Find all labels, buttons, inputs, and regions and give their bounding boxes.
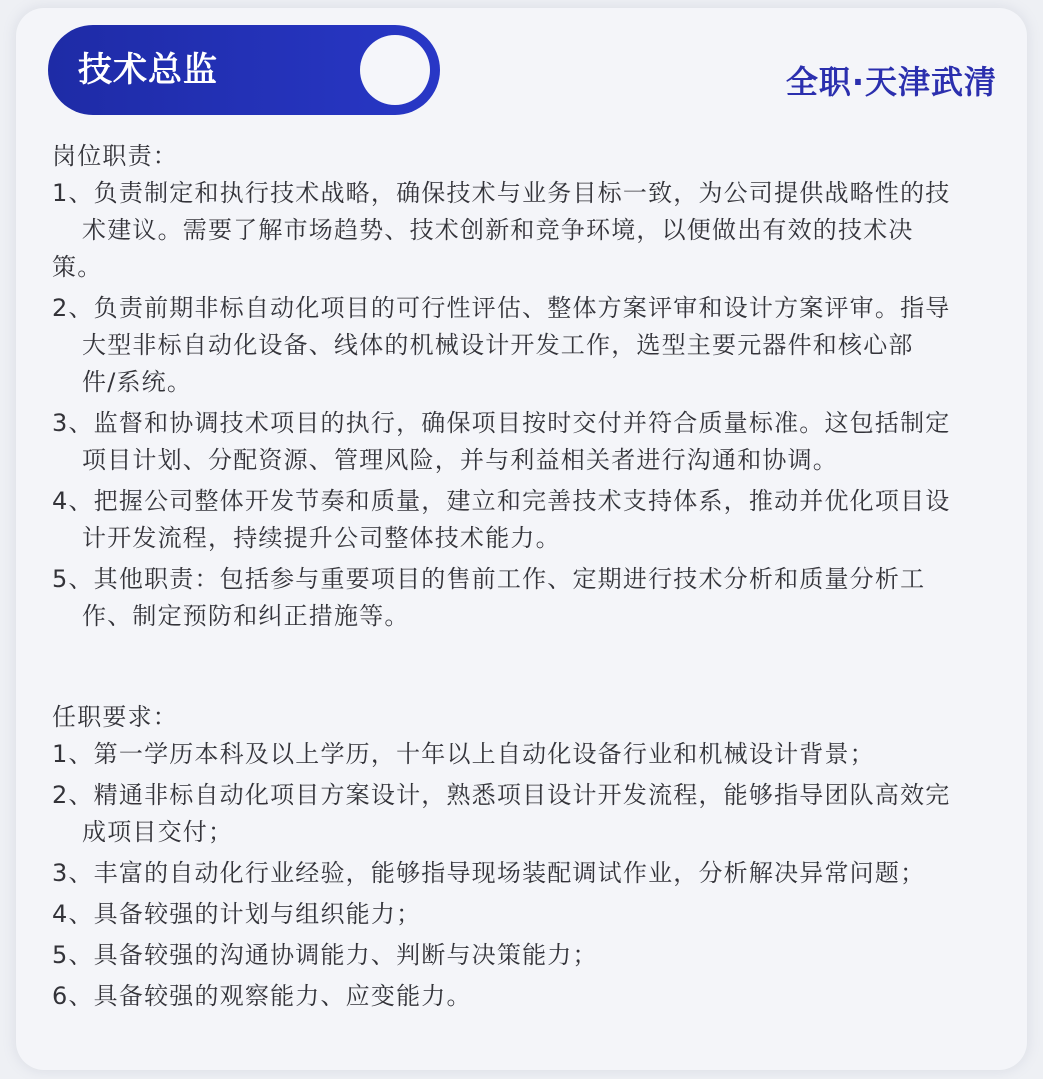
item-line: 作、制定预防和纠正措施等。 [82, 602, 410, 630]
item-line: 6、具备较强的观察能力、应变能力。 [52, 982, 472, 1010]
item-line: 1、第一学历本科及以上学历，十年以上自动化设备行业和机械设计背景； [52, 740, 875, 768]
item-line: 件/系统。 [82, 368, 193, 396]
requirements-heading: 任职要求： [52, 703, 178, 731]
list-item [52, 290, 1027, 401]
item-line: 成项目交付； [82, 818, 234, 846]
item-line: 项目计划、分配资源、管理风险，并与利益相关者进行沟通和协调。 [82, 446, 838, 474]
list-item [52, 175, 1027, 286]
job-title: 技术总监 [78, 50, 218, 90]
item-line: 策。 [52, 253, 103, 281]
job-description [52, 138, 1027, 1019]
item-line: 3、丰富的自动化行业经验，能够指导现场装配调试作业，分析解决异常问题； [52, 859, 926, 887]
item-line: 计开发流程，持续提升公司整体技术能力。 [82, 524, 561, 552]
list-item [52, 937, 1027, 974]
job-title-badge [48, 25, 440, 115]
item-line: 3、监督和协调技术项目的执行，确保项目按时交付并符合质量标准。这包括制定 [52, 409, 951, 437]
item-line: 2、精通非标自动化项目方案设计，熟悉项目设计开发流程，能够指导团队高效完 [52, 781, 951, 809]
list-item [52, 483, 1027, 557]
job-location: 全职·天津武清 [785, 63, 997, 101]
list-item [52, 561, 1027, 635]
item-line: 4、具备较强的计划与组织能力； [52, 900, 422, 928]
item-line: 2、负责前期非标自动化项目的可行性评估、整体方案评审和设计方案评审。指导 [52, 294, 951, 322]
item-line: 4、把握公司整体开发节奏和质量，建立和完善技术支持体系，推动并优化项目设 [52, 487, 951, 515]
list-item [52, 896, 1027, 933]
decorative-circle-icon [360, 35, 430, 105]
responsibilities-heading: 岗位职责： [52, 142, 178, 170]
list-item [52, 777, 1027, 851]
item-line: 1、负责制定和执行技术战略，确保技术与业务目标一致，为公司提供战略性的技 [52, 179, 951, 207]
list-item [52, 736, 1027, 773]
list-item [52, 978, 1027, 1015]
item-line: 5、具备较强的沟通协调能力、判断与决策能力； [52, 941, 598, 969]
list-item [52, 855, 1027, 892]
item-line: 术建议。需要了解市场趋势、技术创新和竞争环境，以便做出有效的技术决 [82, 216, 914, 244]
item-line: 大型非标自动化设备、线体的机械设计开发工作，选型主要元器件和核心部 [82, 331, 914, 359]
item-line: 5、其他职责：包括参与重要项目的售前工作、定期进行技术分析和质量分析工 [52, 565, 926, 593]
list-item [52, 405, 1027, 479]
